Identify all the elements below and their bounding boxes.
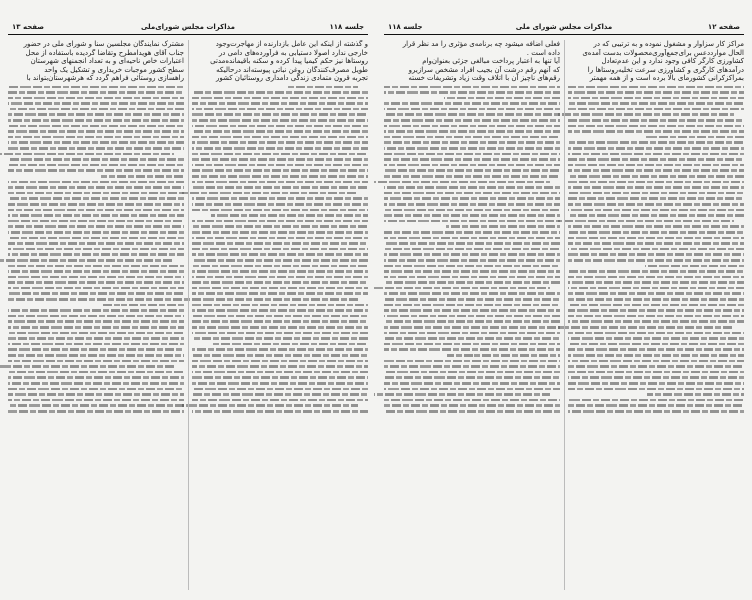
text-line-scan (568, 130, 744, 133)
text-line-scan (568, 225, 744, 228)
text-line-scan (192, 388, 368, 391)
text-line: اعتبارات خاص ناحیه‌ای و به تعداد انجمنهای شهرستان (30, 57, 184, 65)
publication-title: مذاکرات مجلس شورای‌ملی (140, 23, 236, 31)
text-line-scan (0, 365, 174, 368)
text-column (384, 40, 560, 415)
text-line-scan (192, 164, 368, 167)
text-line-scan (192, 102, 368, 105)
text-line-scan (568, 399, 744, 402)
text-line-scan (192, 365, 368, 368)
text-line-scan (8, 248, 184, 251)
text-line-scan (8, 225, 184, 228)
page-number: صفحه ۱۳ (12, 23, 45, 31)
text-line: آیا تنها به اعتبار پرداخت مبالغی جزئی بعنوان‌وام (422, 57, 560, 65)
text-line-scan (192, 113, 368, 116)
text-line-scan (568, 86, 744, 89)
text-line-scan (384, 197, 560, 200)
text-line-scan (568, 141, 744, 144)
text-line-scan (568, 125, 744, 128)
text-line-scan (8, 298, 184, 301)
text-line-scan (192, 326, 368, 329)
text-line-scan (8, 102, 184, 105)
text-line-scan (568, 153, 744, 156)
text-line-scan (384, 399, 560, 402)
text-line-scan (384, 360, 560, 363)
text-line-scan (8, 309, 184, 312)
text-line-scan (446, 225, 560, 228)
text-line-scan (568, 304, 744, 307)
text-line-scan (8, 203, 184, 206)
text-line-scan (192, 125, 368, 128)
text-line-scan (568, 197, 744, 200)
text-line: و گذشته از اینکه این عامل بازدارنده از مهاجرت‌وجود (215, 40, 368, 48)
text-line-scan (568, 259, 744, 262)
text-line-scan (192, 315, 368, 318)
text-line-scan (384, 270, 560, 273)
text-line-scan (8, 354, 184, 357)
text-line-scan (384, 108, 560, 111)
text-line-scan (8, 253, 184, 256)
text-line-scan (568, 192, 744, 195)
text-line-scan (8, 376, 184, 379)
text-line-scan (568, 388, 744, 391)
text-line-scan (568, 365, 744, 368)
text-line: الحال موارددعس برای‌جمع‌آوری‌محصولات بدست آمده‌ی (582, 48, 744, 57)
text-line-scan (384, 304, 560, 307)
text-line-scan (192, 153, 368, 156)
text-line-scan (8, 209, 184, 212)
page-header (8, 20, 368, 35)
text-line-scan (568, 382, 744, 385)
text-line-scan (8, 125, 184, 128)
text-line-scan (192, 337, 368, 340)
text-line: راهسازی روستائی فراهم گردد که هرشهرستان‌بتواند با (26, 74, 184, 82)
text-line-scan (8, 169, 184, 172)
text-line-scan (192, 320, 368, 323)
text-line-scan (384, 382, 560, 385)
text-line-scan (384, 86, 560, 89)
text-line-scan (192, 175, 368, 178)
text-line-scan (568, 203, 744, 206)
text-line-scan (8, 326, 184, 329)
text-line-scan (192, 108, 368, 111)
text-line-scan (568, 292, 744, 295)
text-line-scan (192, 281, 368, 284)
text-line-scan (8, 371, 184, 374)
text-line-scan (8, 97, 184, 100)
text-line-scan (568, 343, 744, 346)
text-line-scan (192, 197, 368, 200)
text-line-scan (192, 265, 368, 268)
text-line-scan (8, 281, 184, 284)
text-line-scan (8, 181, 184, 184)
text-line-scan (447, 354, 560, 357)
text-line-scan (384, 371, 560, 374)
text-line-scan (192, 410, 368, 413)
text-line: که آنهم رقم درشت آن بجیب افراد مشخص سرازیرو (408, 65, 560, 74)
text-line-scan (288, 86, 358, 89)
text-body (384, 86, 560, 413)
text-line-scan (8, 320, 184, 323)
text-line-scan (384, 388, 560, 391)
text-line-scan (384, 410, 560, 413)
text-line-scan (384, 259, 560, 262)
text-line-scan (568, 309, 744, 312)
text-line-scan (568, 186, 744, 189)
text-line: خارجی ندارد اصولا دستیابی به فرآورده‌های دامی در (218, 48, 368, 57)
text-line-scan (384, 175, 560, 178)
text-line-scan (182, 404, 358, 407)
text-line-scan (384, 298, 560, 301)
text-line-scan (8, 315, 184, 318)
text-line-scan (192, 371, 368, 374)
text-line-scan (384, 315, 560, 318)
text-line-scan (8, 382, 184, 385)
text-line: طویل مصرف‌کنندگان روغن نباتی پیوسته‌اند درحالیکه (216, 65, 368, 74)
text-line-scan (192, 169, 368, 172)
text-line-scan (384, 326, 560, 329)
text-line-scan (8, 242, 184, 245)
text-line-scan (384, 214, 560, 217)
text-line-scan (192, 248, 368, 251)
text-line-scan (8, 276, 184, 279)
text-line-scan (384, 348, 560, 351)
text-line-scan (192, 399, 368, 402)
text-line-scan (384, 281, 560, 284)
text-line-scan (558, 326, 734, 329)
text-line: درآمدهای کارگری و کشاورزی سرعت تخلیه‌روستاها را (587, 65, 744, 74)
text-line-scan (568, 410, 744, 413)
text-line-scan (192, 292, 368, 295)
text-line-scan (384, 119, 560, 122)
text-line-scan (374, 181, 550, 184)
text-line-scan (100, 175, 184, 178)
text-line-scan (568, 147, 744, 150)
text-line-scan (8, 158, 184, 161)
text-line-scan (192, 332, 368, 335)
text-line-scan (211, 214, 368, 217)
text-line-scan (0, 153, 174, 156)
text-line-scan (8, 130, 184, 133)
text-line: رقم‌های ناچیز آن با اتلاف وقت زیاد وتشریفات خسته (408, 74, 560, 82)
text-line-scan (568, 270, 744, 273)
text-line-scan (568, 164, 744, 167)
text-line-scan (8, 86, 184, 89)
text-line-scan (384, 242, 560, 245)
text-line-scan (8, 147, 184, 150)
text-line-scan (568, 298, 744, 301)
text-line-scan (192, 91, 368, 94)
text-line-scan (568, 371, 744, 374)
text-line-scan (213, 343, 368, 346)
text-line-scan (192, 242, 368, 245)
text-line-scan (8, 360, 184, 363)
text-line-scan (568, 108, 744, 111)
text-line-scan (182, 298, 358, 301)
text-line-scan (8, 410, 184, 413)
session-number: جلسه ۱۱۸ (388, 23, 423, 31)
text-line-scan (192, 382, 368, 385)
text-line-scan (8, 348, 184, 351)
text-line-scan (192, 287, 368, 290)
text-line-scan (384, 231, 560, 234)
text-line-scan (384, 265, 560, 268)
text-line-scan (192, 259, 368, 262)
text-line-scan (568, 91, 744, 94)
text-line-scan (568, 97, 744, 100)
text-line-scan (8, 192, 184, 195)
text-line-scan (384, 153, 560, 156)
text-line-scan (384, 220, 560, 223)
text-line-scan (645, 265, 744, 268)
right-page (376, 0, 752, 600)
text-line-scan (568, 315, 744, 318)
text-line-scan (192, 147, 368, 150)
text-line-scan (8, 332, 184, 335)
text-line: داده است . (526, 48, 560, 57)
text-line-scan (384, 209, 560, 212)
page-header (384, 20, 744, 35)
text-line-scan (568, 376, 744, 379)
text-line-scan (8, 237, 184, 240)
text-line-scan (384, 130, 560, 133)
text-line-scan (568, 404, 744, 407)
text-line-scan (192, 158, 368, 161)
text-line-scan (8, 91, 184, 94)
text-line-scan (192, 220, 368, 223)
text-line: کشاورزی کارگر کافی وجود ندارد و این عدم‌تعادل (601, 57, 744, 65)
text-line-scan (384, 332, 560, 335)
text-line-scan (444, 97, 560, 100)
publication-title: مذاکرات مجلس شورای ملی (515, 23, 613, 31)
text-line-scan (384, 113, 560, 116)
text-line-scan (384, 292, 560, 295)
text-line-scan (568, 281, 744, 284)
text-line-scan (8, 231, 184, 234)
text-line-scan (384, 320, 560, 323)
column-divider (564, 40, 565, 590)
text-line-scan (8, 337, 184, 340)
text-line-scan (568, 209, 744, 212)
text-line: سطح کشور موجبات خریداری و تشکیل یک واحد (44, 65, 184, 74)
text-line-scan (568, 276, 744, 279)
text-line-scan (8, 287, 184, 290)
text-line-scan (568, 320, 744, 323)
text-line-scan (192, 231, 368, 234)
text-column (192, 40, 368, 415)
text-line: بمراکزکرانی کشورمای بالا برده است و از همه مهمتر (589, 74, 744, 82)
text-line-scan (8, 220, 184, 223)
text-line-scan (384, 365, 560, 368)
text-line-scan (8, 265, 184, 268)
text-line-scan (558, 220, 734, 223)
column-divider (188, 40, 189, 590)
text-line-scan (192, 348, 368, 351)
text-line-scan (192, 141, 368, 144)
text-line-scan (568, 360, 744, 363)
text-line-scan (8, 292, 184, 295)
text-line-scan (182, 192, 358, 195)
text-line-scan (8, 113, 184, 116)
text-column (568, 40, 744, 415)
text-line-scan (568, 158, 744, 161)
text-line-scan (384, 186, 560, 189)
text-line: جناب آقای هویدامطرح وتقاضا گردیده باستفاده از محل (25, 48, 184, 57)
text-line-scan (374, 393, 550, 396)
text-line-scan (568, 237, 744, 240)
text-line-scan (568, 253, 744, 256)
text-line-scan (8, 136, 184, 139)
text-line: تجربه قرون متمادی زندگی دامداری روستائیان کشور (216, 74, 368, 82)
session-number: جلسه ۱۱۸ (329, 23, 364, 31)
text-line-scan (192, 237, 368, 240)
page-number: صفحه ۱۲ (707, 23, 740, 31)
text-line-scan (568, 354, 744, 357)
text-line-scan (192, 97, 368, 100)
text-line-scan (384, 309, 560, 312)
text-line-scan (568, 332, 744, 335)
text-line-scan (384, 203, 560, 206)
text-line-scan (384, 192, 560, 195)
text-line-scan (384, 253, 560, 256)
text-line-scan (568, 169, 744, 172)
text-line-scan (568, 231, 744, 234)
text-line-scan (192, 181, 368, 184)
text-body (568, 86, 744, 413)
text-line-scan (192, 354, 368, 357)
text-line-scan (8, 108, 184, 111)
text-line-scan (192, 209, 368, 212)
text-line-scan (8, 399, 184, 402)
text-line-scan (568, 248, 744, 251)
text-line: مراکز کار سزاوار و مشغول نموده و به ترتیبی که در (593, 40, 744, 48)
text-line-scan (558, 113, 734, 116)
text-line-scan (192, 130, 368, 133)
text-line-scan (192, 253, 368, 256)
text-line-scan (8, 141, 184, 144)
text-line-scan (192, 360, 368, 363)
text-line-scan (192, 376, 368, 379)
text-line-scan (192, 186, 368, 189)
text-line-scan (384, 337, 560, 340)
text-line: فعلی اضافه میشود چه برنامه‌ی مؤثری را مد نظر قرار (402, 40, 560, 48)
text-column (8, 40, 184, 415)
text-line-scan (384, 248, 560, 251)
text-line: مشترک نمایندگان مجلسین سنا و شورای ملی در حضور (23, 40, 184, 48)
text-line-scan (8, 164, 184, 167)
text-line-scan (192, 276, 368, 279)
text-line-scan (568, 348, 744, 351)
text-body (8, 86, 184, 413)
text-line-scan (568, 214, 744, 217)
text-line-scan (8, 404, 184, 407)
text-line-scan (374, 287, 550, 290)
text-line-scan (8, 393, 184, 396)
text-line-scan (8, 343, 184, 346)
text-line-scan (8, 270, 184, 273)
text-line-scan (384, 136, 560, 139)
text-line-scan (384, 169, 560, 172)
text-body (192, 86, 368, 413)
text-line-scan (568, 337, 744, 340)
text-line-scan (568, 242, 744, 245)
text-line-scan (8, 214, 184, 217)
text-line-scan (384, 404, 560, 407)
text-line-scan (384, 343, 560, 346)
text-line-scan (384, 158, 560, 161)
text-line-scan (192, 225, 368, 228)
text-line-scan (101, 304, 184, 307)
text-line-scan (644, 136, 744, 139)
text-line-scan (384, 147, 560, 150)
text-line-scan (384, 237, 560, 240)
text-line-scan (568, 287, 744, 290)
text-line-scan (568, 102, 744, 105)
text-line-scan (568, 181, 744, 184)
text-line-scan (192, 119, 368, 122)
text-line-scan (384, 276, 560, 279)
text-line: روستاها نیز حکم کیمیا پیدا کرده و سکنه باقیمانده‌مدتی (210, 57, 368, 65)
text-line-scan (0, 259, 174, 262)
text-line-scan (192, 203, 368, 206)
text-line-scan (8, 186, 184, 189)
text-line-scan (192, 309, 368, 312)
text-line-scan (192, 393, 368, 396)
text-line-scan (192, 270, 368, 273)
text-line-scan (568, 175, 744, 178)
text-line-scan (647, 393, 744, 396)
text-line-scan (192, 304, 368, 307)
text-line-scan (8, 197, 184, 200)
text-line-scan (8, 119, 184, 122)
text-line-scan (8, 388, 184, 391)
text-line-scan (192, 136, 368, 139)
text-line-scan (568, 119, 744, 122)
text-line-scan (384, 164, 560, 167)
text-line-scan (384, 376, 560, 379)
text-line-scan (384, 91, 560, 94)
text-line-scan (384, 125, 560, 128)
text-line-scan (384, 102, 560, 105)
text-line-scan (384, 141, 560, 144)
